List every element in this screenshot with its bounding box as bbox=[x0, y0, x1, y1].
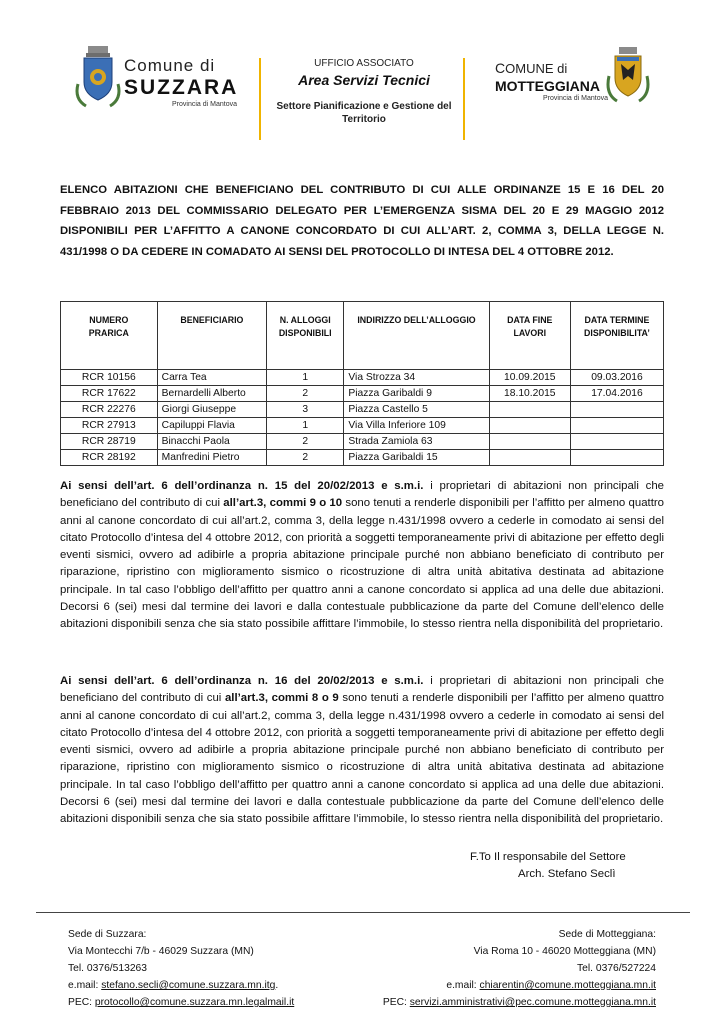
footer-motteggiana bbox=[383, 926, 656, 1011]
cell-alloggi: 1 bbox=[267, 370, 344, 386]
cell-numero: RCR 17622 bbox=[61, 386, 158, 402]
col-numero-line1: NUMERO bbox=[89, 315, 129, 325]
cell-beneficiario: Capiluppi Flavia bbox=[157, 418, 266, 434]
footer-right-email-line bbox=[383, 977, 656, 994]
footer-right-address: Via Roma 10 - 46020 Motteggiana (MN) bbox=[473, 946, 656, 957]
footer-right-email-link[interactable]: chiarentin@comune.motteggiana.mn.it bbox=[479, 980, 656, 991]
paragraph-ordinanza-16 bbox=[60, 673, 664, 829]
table-header-row bbox=[61, 302, 664, 370]
cell-termine: 09.03.2016 bbox=[570, 370, 663, 386]
housing-table bbox=[60, 301, 664, 466]
footer-right-tel: Tel. 0376/527224 bbox=[576, 963, 656, 974]
cell-alloggi: 1 bbox=[267, 418, 344, 434]
footer-right-pec-link[interactable]: servizi.amministrativi@pec.comune.motteggiana.mn.it bbox=[409, 997, 656, 1008]
col-termine bbox=[570, 302, 663, 370]
col-fine-line1: DATA FINE bbox=[507, 315, 553, 325]
header-divider-right bbox=[463, 58, 465, 140]
footer-left-title: Sede di Suzzara: bbox=[68, 929, 147, 940]
left-comune-name: SUZZARA bbox=[124, 76, 239, 99]
cell-fine bbox=[489, 434, 570, 450]
cell-termine bbox=[570, 434, 663, 450]
table-row bbox=[61, 418, 664, 434]
cell-alloggi: 2 bbox=[267, 434, 344, 450]
cell-beneficiario: Bernardelli Alberto bbox=[157, 386, 266, 402]
header-office bbox=[266, 58, 462, 126]
cell-indirizzo: Via Villa Inferiore 109 bbox=[344, 418, 489, 434]
suzzara-logo bbox=[72, 44, 237, 114]
office-sector: Settore Pianificazione e Gestione del Territorio bbox=[276, 101, 452, 125]
footer-right-pec-line bbox=[383, 994, 656, 1011]
cell-termine bbox=[570, 418, 663, 434]
table-row bbox=[61, 370, 664, 386]
col-fine-line2: LAVORI bbox=[513, 328, 547, 338]
cell-fine: 18.10.2015 bbox=[489, 386, 570, 402]
col-termine-line2: DISPONIBILITA’ bbox=[584, 328, 650, 338]
para2-article: all’art.3, commi 8 o 9 bbox=[224, 692, 339, 705]
cell-beneficiario: Giorgi Giuseppe bbox=[157, 402, 266, 418]
table-row bbox=[61, 386, 664, 402]
footer-left-address: Via Montecchi 7/b - 46029 Suzzara (MN) bbox=[68, 946, 254, 957]
left-comune-di: Comune di bbox=[124, 56, 216, 75]
col-numero bbox=[61, 302, 158, 370]
signature-block bbox=[470, 849, 670, 883]
left-province: Provincia di Mantova bbox=[172, 101, 237, 108]
footer-right-title: Sede di Motteggiana: bbox=[558, 929, 656, 940]
footer-left-tel: Tel. 0376/513263 bbox=[68, 963, 148, 974]
footer-left-email-label: e.mail: bbox=[68, 980, 102, 991]
footer-left-email-end: . bbox=[275, 980, 279, 991]
cell-numero: RCR 10156 bbox=[61, 370, 158, 386]
cell-numero: RCR 28192 bbox=[61, 450, 158, 466]
para1-text2: sono tenuti a renderle disponibili per l’affitto per almeno quattro anni al canone concordato di cui all’art.2, comma 3, della legge n.431/1998 ovvero a cederle in comodato ai sensi del citato Protocollo d’intesa del 4 ottobre 2012, con priorità a soggetti temporaneamente privi di abitazione per effetto degli eventi sismici, ovvero ad adibirle a propria abitazione principale purché non abbiano beneficiato di contributo per riparazione, ripristino con miglioramento sismico o ricostruzione di altra unità abitativa destinata ad abitazione principale. In tal caso l’obbligo dell’affitto per quattro anni a canone concordato si applica ad una delle due abitazioni. Decorsi 6 (sei) mesi dal termine dei lavori e dalla contestuale pubblicazione da parte del Comune dell’elenco delle abitazioni disponibili senza che sia stato possibile affittare l’immobile, lo stesso rientra nella disponibilità del proprietario. bbox=[60, 497, 665, 631]
footer-right-email-label: e.mail: bbox=[446, 980, 480, 991]
cell-indirizzo: Via Strozza 34 bbox=[344, 370, 489, 386]
cell-indirizzo: Piazza Garibaldi 15 bbox=[344, 450, 489, 466]
cell-indirizzo: Piazza Garibaldi 9 bbox=[344, 386, 489, 402]
motteggiana-crest-icon bbox=[605, 46, 651, 104]
cell-indirizzo: Piazza Castello 5 bbox=[344, 402, 489, 418]
col-alloggi bbox=[267, 302, 344, 370]
para2-text2: sono tenuti a renderle disponibili per l’affitto per almeno quattro anni al canone concordato di cui all’art.2, comma 3, della legge n.431/1998 ovvero a cederle in comodato ai sensi del citato Protocollo d’intesa del 4 ottobre 2012, con priorità a soggetti temporaneamente privi di abitazione per effetto degli eventi sismici, ovvero ad adibirle a propria abitazione principale purché non abbiano beneficiato di contributo per riparazione, ripristino con miglioramento sismico o ricostruzione di altra unità abitativa destinata ad abitazione principale. In tal caso l’obbligo dell’affitto per quattro anni a canone concordato si applica ad una delle due abitazioni. Decorsi 6 (sei) mesi dal termine dei lavori e dalla contestuale pubblicazione da parte del Comune dell’elenco delle abitazioni disponibili senza che sia stato possibile affittare l’immobile, lo stesso rientra nella disponibilità del proprietario. bbox=[60, 692, 665, 826]
para2-ref: Ai sensi dell’art. 6 dell’ordinanza n. 16 del 20/02/2013 e s.m.i. bbox=[60, 675, 424, 687]
footer-left-email-line bbox=[68, 977, 294, 994]
right-province: Provincia di Mantova bbox=[543, 95, 608, 102]
cell-beneficiario: Binacchi Paola bbox=[157, 434, 266, 450]
document-title: ELENCO ABITAZIONI CHE BENEFICIANO DEL CONTRIBUTO DI CUI ALLE ORDINANZE 15 E 16 DEL 20 FEBBRAIO 2013 DEL COMMISSARIO DELEGATO PER L’EMERGENZA SISMA DEL 20 E 29 MAGGIO 2012 DISPONIBILI PER L’AFFITTO A CANONE CONCORDATO DI CUI ALL’ART. 2, COMMA 3, DELLA LEGGE N. 431/1998 O DA CEDERE IN COMADATO AI SENSI DEL PROTOCOLLO DI INTESA DEL 4 OTTOBRE 2012. bbox=[60, 184, 664, 258]
suzzara-crest-icon bbox=[72, 44, 124, 110]
cell-fine bbox=[489, 402, 570, 418]
signature-name: Arch. Stefano Seclì bbox=[518, 868, 616, 880]
signature-role: F.To Il responsabile del Settore bbox=[470, 851, 626, 863]
cell-termine: 17.04.2016 bbox=[570, 386, 663, 402]
para1-ref: Ai sensi dell’art. 6 dell’ordinanza n. 15 del 20/02/2013 e s.m.i. bbox=[60, 480, 424, 492]
table-row bbox=[61, 450, 664, 466]
para1-text1: i proprietari di abitazioni non principali che beneficiano del contributo di cui bbox=[60, 480, 664, 510]
para2-text1: i proprietari di abitazioni non principali che beneficiano del contributo di cui bbox=[60, 675, 664, 705]
cell-indirizzo: Strada Zamiola 63 bbox=[344, 434, 489, 450]
motteggiana-logo bbox=[495, 60, 655, 102]
cell-alloggi: 2 bbox=[267, 386, 344, 402]
cell-alloggi: 2 bbox=[267, 450, 344, 466]
cell-beneficiario: Carra Tea bbox=[157, 370, 266, 386]
cell-fine bbox=[489, 418, 570, 434]
cell-termine bbox=[570, 402, 663, 418]
office-area: Area Servizi Tecnici bbox=[298, 72, 430, 88]
col-termine-line1: DATA TERMINE bbox=[584, 315, 650, 325]
office-label: UFFICIO ASSOCIATO bbox=[314, 58, 414, 69]
cell-numero: RCR 28719 bbox=[61, 434, 158, 450]
col-alloggi-line2: DISPONIBILI bbox=[278, 328, 332, 338]
cell-numero: RCR 22276 bbox=[61, 402, 158, 418]
right-comune-rest: OMUNE di bbox=[505, 61, 568, 76]
para1-article: all’art.3, commi 9 o 10 bbox=[223, 497, 343, 510]
table-row bbox=[61, 402, 664, 418]
footer-divider bbox=[36, 912, 690, 913]
right-comune-name: MOTTEGGIANA bbox=[495, 78, 600, 94]
footer-left-email-link[interactable]: stefano.secli@comune.suzzara.mn.itg bbox=[101, 980, 276, 991]
cell-alloggi: 3 bbox=[267, 402, 344, 418]
table-row bbox=[61, 434, 664, 450]
col-fine bbox=[489, 302, 570, 370]
cell-fine bbox=[489, 450, 570, 466]
cell-termine bbox=[570, 450, 663, 466]
paragraph-ordinanza-15 bbox=[60, 478, 664, 634]
footer-right-pec-label: PEC: bbox=[382, 997, 410, 1008]
footer-suzzara bbox=[68, 926, 294, 1011]
cell-numero: RCR 27913 bbox=[61, 418, 158, 434]
col-alloggi-line1: N. ALLOGGI bbox=[279, 315, 331, 325]
cell-beneficiario: Manfredini Pietro bbox=[157, 450, 266, 466]
footer-left-pec-label: PEC: bbox=[68, 997, 95, 1008]
footer-left-pec-link[interactable]: protocollo@comune.suzzara.mn.legalmail.it bbox=[94, 997, 295, 1008]
col-indirizzo: INDIRIZZO DELL’ALLOGGIO bbox=[344, 302, 489, 370]
col-beneficiario: BENEFICIARIO bbox=[157, 302, 266, 370]
footer-left-pec-line bbox=[68, 994, 294, 1011]
right-comune-initial: C bbox=[495, 60, 506, 76]
col-numero-line2: PRARICA bbox=[88, 328, 129, 338]
cell-fine: 10.09.2015 bbox=[489, 370, 570, 386]
header-divider-left bbox=[259, 58, 261, 140]
